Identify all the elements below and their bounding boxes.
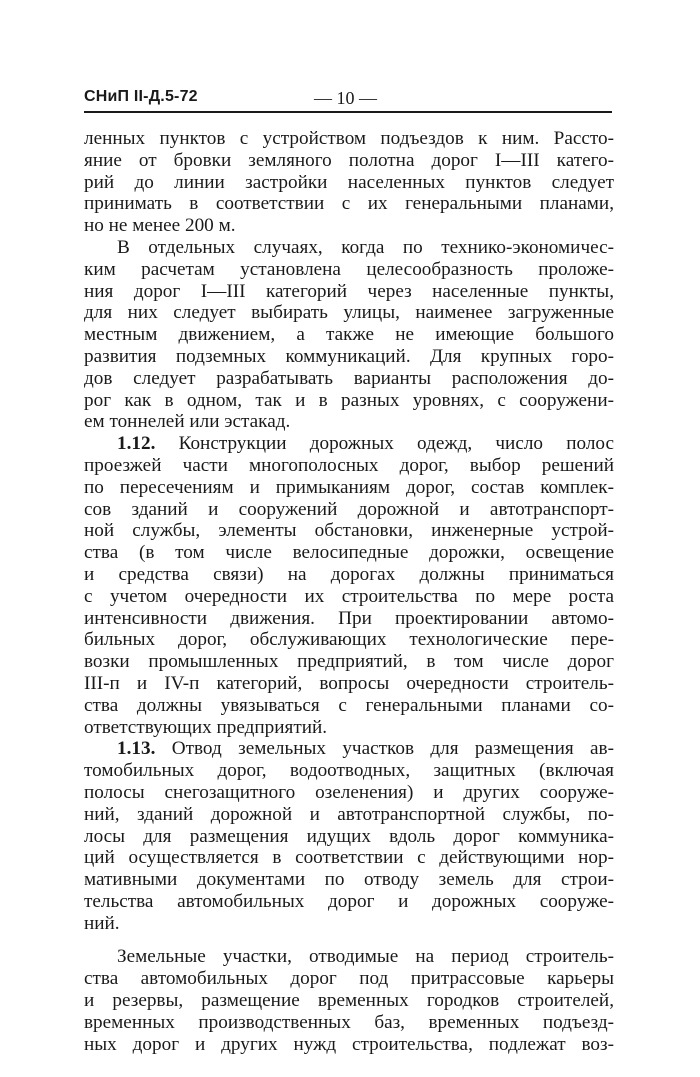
text-line: временных производственных баз, временных подъезд-: [84, 1011, 614, 1033]
section-1-13: [84, 738, 614, 934]
text-line: местным движением, а также не имеющие большого: [84, 324, 614, 346]
text-line: ства (в том числе велосипедные дорожки, освещение: [84, 542, 614, 564]
text-line: дов следует разрабатывать варианты расположения до-: [84, 367, 614, 389]
text-line: мативными документами по отводу земель для строи-: [84, 869, 614, 891]
text-line: ответствующих предприятий.: [84, 716, 328, 738]
text-line: яние от бровки земляного полотна дорог I—III катего-: [84, 149, 614, 171]
text-line: ных дорог и других нужд строительства, подлежат воз-: [84, 1033, 614, 1055]
text-line: [84, 738, 614, 760]
text-line: рий до линии застройки населенных пунктов следует: [84, 171, 614, 193]
text-line: [84, 433, 614, 455]
page-number: — 10 —: [314, 88, 377, 108]
text-line-body: Отвод земельных участков для размещения ав-: [171, 738, 615, 760]
section-number: 1.13.: [117, 738, 156, 760]
paragraph: [84, 946, 614, 1055]
paragraph-gap: [84, 934, 614, 946]
text-line: В отдельных случаях, когда по технико-экономичес-: [117, 236, 614, 258]
text-line: по пересечениям и примыканиям дорог, состав комплек-: [84, 476, 614, 498]
document-code: СНиП II-Д.5-72: [84, 88, 198, 105]
text-line: ций осуществляется в соответствии с действующими нор-: [84, 847, 614, 869]
text-line: лосы для размещения идущих вдоль дорог коммуника-: [84, 825, 614, 847]
section-number: 1.12.: [117, 433, 156, 455]
text-line: Земельные участки, отводимые на период строитель-: [117, 946, 614, 968]
text-line: проезжей части многополосных дорог, выбор решений: [84, 454, 614, 476]
text-line: томобильных дорог, водоотводных, защитных (включая: [84, 760, 614, 782]
text-line: возки промышленных предприятий, в том числе дорог: [84, 651, 614, 673]
text-line: рог как в одном, так и в разных уровнях, с сооружени-: [84, 389, 614, 411]
text-line: ем тоннелей или эстакад.: [84, 411, 291, 433]
text-line: ства должны увязываться с генеральными планами со-: [84, 694, 614, 716]
text-line: принимать в соответствии с их генеральными планами,: [84, 193, 614, 215]
text-line: ния дорог I—III категорий через населенные пункты,: [84, 280, 614, 302]
text-line: для них следует выбирать улицы, наименее загруженные: [84, 302, 614, 324]
text-line: ленных пунктов с устройством подъездов к ним. Рассто-: [84, 128, 614, 149]
text-line: и средства связи) на дорогах должны приниматься: [84, 563, 614, 585]
text-line: с учетом очередности их строительства по мере роста: [84, 585, 614, 607]
page-body: [84, 128, 614, 1055]
text-line: полосы снегозащитного озеленения) и других сооруже-: [84, 781, 614, 803]
header-rule: [84, 111, 612, 113]
text-line: сов зданий и сооружений дорожной и автотранспорт-: [84, 498, 614, 520]
text-line: но не менее 200 м.: [84, 215, 236, 237]
text-line: ким расчетам установлена целесообразность проложе-: [84, 258, 614, 280]
text-line: развития подземных коммуникаций. Для крупных горо-: [84, 345, 614, 367]
paragraph: [84, 237, 614, 433]
text-line: тельства автомобильных дорог и дорожных сооруже-: [84, 890, 614, 912]
section-1-12: [84, 433, 614, 738]
text-line: интенсивности движения. При проектировании автомо-: [84, 607, 614, 629]
text-line: ний.: [84, 912, 120, 934]
text-line: и резервы, размещение временных городков строителей,: [84, 990, 614, 1012]
paragraph-continuation: [84, 128, 614, 237]
text-line: ной службы, элементы обстановки, инженерные устрой-: [84, 520, 614, 542]
text-line: ства автомобильных дорог под притрассовые карьеры: [84, 968, 614, 990]
text-line: ний, зданий дорожной и автотранспортной службы, по-: [84, 803, 614, 825]
text-line-body: Конструкции дорожных одежд, число полос: [178, 433, 614, 455]
text-line: бильных дорог, обслуживающих технологические пере-: [84, 629, 614, 651]
page-header: [84, 84, 612, 114]
text-line: III-п и IV-п категорий, вопросы очередности строитель-: [84, 672, 614, 694]
